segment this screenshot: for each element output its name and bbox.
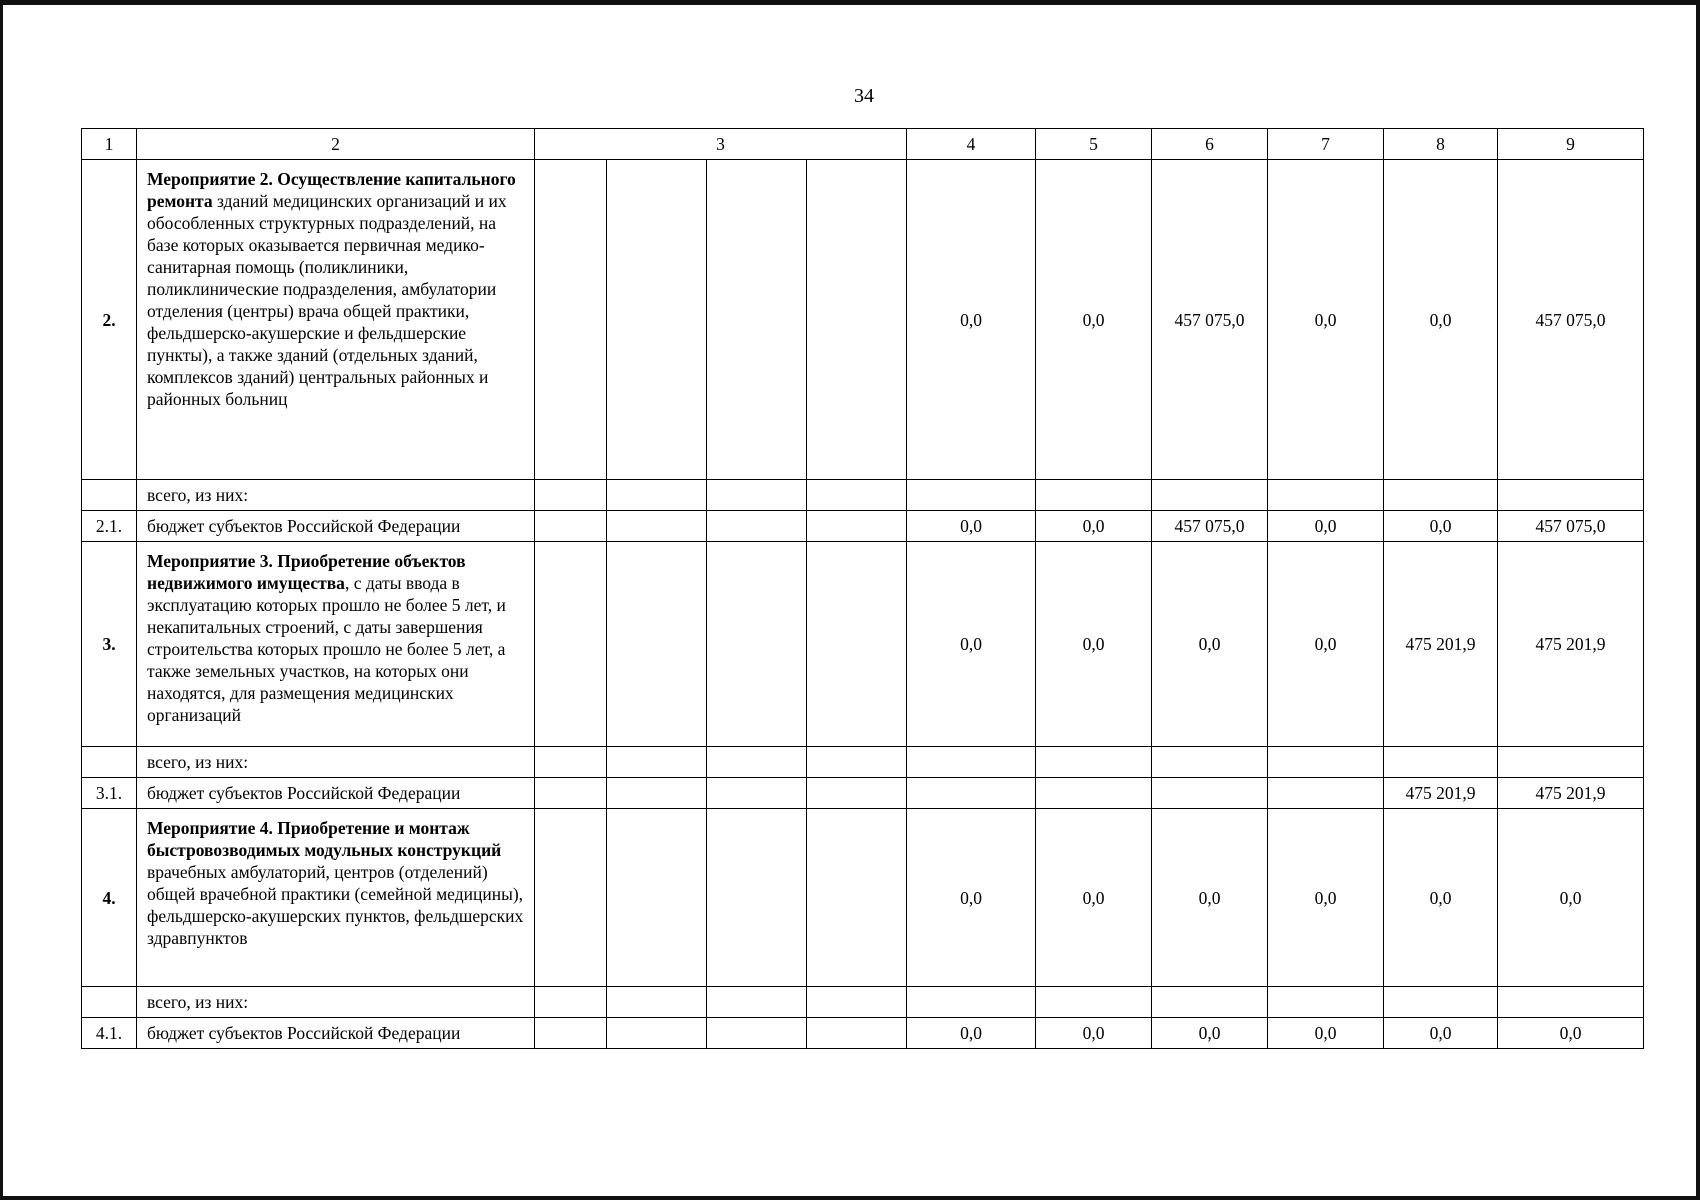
row-label: бюджет субъектов Российской Федерации bbox=[137, 511, 535, 542]
value-cell: 0,0 bbox=[1036, 542, 1152, 747]
empty-cell bbox=[607, 778, 707, 809]
row-label: бюджет субъектов Российской Федерации bbox=[137, 1018, 535, 1049]
value-cell: 0,0 bbox=[1498, 809, 1644, 987]
measure-description bbox=[137, 809, 535, 987]
empty-cell bbox=[607, 747, 707, 778]
table-row bbox=[82, 480, 1644, 511]
value-cell: 0,0 bbox=[907, 511, 1036, 542]
value-cell bbox=[1036, 747, 1152, 778]
empty-cell bbox=[607, 987, 707, 1018]
column-header-3: 3 bbox=[535, 129, 907, 160]
value-cell: 0,0 bbox=[1152, 1018, 1268, 1049]
value-cell bbox=[1498, 987, 1644, 1018]
empty-cell bbox=[807, 778, 907, 809]
empty-cell bbox=[707, 987, 807, 1018]
row-label: всего, из них: bbox=[137, 747, 535, 778]
value-cell bbox=[1384, 987, 1498, 1018]
page-number: 34 bbox=[854, 85, 874, 107]
empty-cell bbox=[807, 1018, 907, 1049]
value-cell: 0,0 bbox=[1268, 542, 1384, 747]
measure-title: Мероприятие 4. Приобретение и монтаж быстровозводимых модульных конструкций bbox=[147, 818, 502, 860]
column-header-7: 7 bbox=[1268, 129, 1384, 160]
value-cell: 475 201,9 bbox=[1384, 542, 1498, 747]
value-cell bbox=[1152, 480, 1268, 511]
measure-text: зданий медицинских организаций и их обособленных структурных подразделений, на базе которых оказывается первичная медико-санитарная помощь (поликлиники, поликлинические подразделения, амбулатории отделения (центры) врача общей практики, фельдшерско-акушерские и фельдшерские пункты), а также зданий (отдельных зданий, комплексов зданий) центральных районных и районных больниц bbox=[147, 191, 507, 409]
value-cell: 0,0 bbox=[907, 160, 1036, 480]
row-number bbox=[82, 747, 137, 778]
row-number bbox=[82, 987, 137, 1018]
measure-title: Мероприятие 2. Осуществление капитального ремонта bbox=[147, 169, 516, 211]
value-cell bbox=[907, 480, 1036, 511]
value-cell: 475 201,9 bbox=[1498, 778, 1644, 809]
value-cell: 0,0 bbox=[907, 1018, 1036, 1049]
budget-table bbox=[81, 128, 1644, 1049]
value-cell: 0,0 bbox=[1498, 1018, 1644, 1049]
row-label: всего, из них: bbox=[137, 480, 535, 511]
scan-border-left bbox=[0, 0, 3, 1200]
table-row bbox=[82, 778, 1644, 809]
value-cell bbox=[1152, 987, 1268, 1018]
value-cell bbox=[1384, 747, 1498, 778]
empty-cell bbox=[535, 809, 607, 987]
empty-cell bbox=[807, 747, 907, 778]
empty-cell bbox=[707, 511, 807, 542]
value-cell: 457 075,0 bbox=[1152, 511, 1268, 542]
value-cell bbox=[1268, 480, 1384, 511]
empty-cell bbox=[707, 778, 807, 809]
measure-text: , с даты ввода в эксплуатацию которых прошло не более 5 лет, и некапитальных строений, с даты завершения строительства которых прошло не более 5 лет, а также земельных участков, на которых они находятся, для размещения медицинских организаций bbox=[147, 573, 506, 725]
empty-cell bbox=[807, 542, 907, 747]
row-number: 2.1. bbox=[82, 511, 137, 542]
empty-cell bbox=[707, 480, 807, 511]
empty-cell bbox=[535, 747, 607, 778]
empty-cell bbox=[807, 809, 907, 987]
value-cell: 0,0 bbox=[1384, 511, 1498, 542]
row-number: 3. bbox=[82, 542, 137, 747]
table-row bbox=[82, 809, 1644, 987]
empty-cell bbox=[707, 542, 807, 747]
empty-cell bbox=[607, 160, 707, 480]
measure-text: врачебных амбулаторий, центров (отделений) общей врачебной практики (семейной медицины), фельдшерско-акушерских пунктов, фельдшерских здравпунктов bbox=[147, 862, 524, 948]
value-cell: 0,0 bbox=[1036, 809, 1152, 987]
value-cell bbox=[907, 778, 1036, 809]
value-cell bbox=[1152, 747, 1268, 778]
value-cell bbox=[1268, 747, 1384, 778]
value-cell: 0,0 bbox=[1036, 1018, 1152, 1049]
empty-cell bbox=[807, 480, 907, 511]
row-number: 4. bbox=[82, 809, 137, 987]
value-cell bbox=[1036, 480, 1152, 511]
empty-cell bbox=[535, 778, 607, 809]
row-number: 2. bbox=[82, 160, 137, 480]
value-cell bbox=[1498, 480, 1644, 511]
empty-cell bbox=[535, 1018, 607, 1049]
column-header-8: 8 bbox=[1384, 129, 1498, 160]
value-cell bbox=[1384, 480, 1498, 511]
scan-border-right bbox=[1696, 0, 1700, 1200]
empty-cell bbox=[707, 160, 807, 480]
row-label: бюджет субъектов Российской Федерации bbox=[137, 778, 535, 809]
value-cell: 0,0 bbox=[1268, 1018, 1384, 1049]
value-cell: 457 075,0 bbox=[1498, 160, 1644, 480]
measure-description bbox=[137, 160, 535, 480]
column-header-5: 5 bbox=[1036, 129, 1152, 160]
value-cell: 0,0 bbox=[1268, 160, 1384, 480]
value-cell: 0,0 bbox=[1384, 160, 1498, 480]
empty-cell bbox=[535, 480, 607, 511]
value-cell bbox=[907, 747, 1036, 778]
column-header-6: 6 bbox=[1152, 129, 1268, 160]
table-row bbox=[82, 987, 1644, 1018]
column-header-2: 2 bbox=[137, 129, 535, 160]
value-cell: 0,0 bbox=[1384, 809, 1498, 987]
table-row bbox=[82, 160, 1644, 480]
value-cell: 0,0 bbox=[1268, 809, 1384, 987]
row-number bbox=[82, 480, 137, 511]
measure-title: Мероприятие 3. Приобретение объектов недвижимого имущества bbox=[147, 551, 466, 593]
empty-cell bbox=[535, 987, 607, 1018]
measure-description bbox=[137, 542, 535, 747]
empty-cell bbox=[707, 1018, 807, 1049]
table-header-row bbox=[82, 129, 1644, 160]
value-cell bbox=[1036, 987, 1152, 1018]
row-label: всего, из них: bbox=[137, 987, 535, 1018]
scan-border-bottom bbox=[0, 1196, 1700, 1200]
value-cell: 475 201,9 bbox=[1498, 542, 1644, 747]
empty-cell bbox=[707, 747, 807, 778]
value-cell: 457 075,0 bbox=[1152, 160, 1268, 480]
value-cell: 0,0 bbox=[907, 809, 1036, 987]
empty-cell bbox=[807, 987, 907, 1018]
value-cell bbox=[1152, 778, 1268, 809]
empty-cell bbox=[807, 160, 907, 480]
row-number: 4.1. bbox=[82, 1018, 137, 1049]
value-cell: 0,0 bbox=[1036, 511, 1152, 542]
value-cell: 0,0 bbox=[1152, 809, 1268, 987]
empty-cell bbox=[607, 809, 707, 987]
value-cell: 0,0 bbox=[1384, 1018, 1498, 1049]
empty-cell bbox=[607, 480, 707, 511]
column-header-4: 4 bbox=[907, 129, 1036, 160]
empty-cell bbox=[535, 511, 607, 542]
empty-cell bbox=[607, 542, 707, 747]
empty-cell bbox=[535, 160, 607, 480]
value-cell bbox=[907, 987, 1036, 1018]
value-cell: 0,0 bbox=[1036, 160, 1152, 480]
value-cell: 457 075,0 bbox=[1498, 511, 1644, 542]
value-cell: 0,0 bbox=[1268, 511, 1384, 542]
empty-cell bbox=[607, 1018, 707, 1049]
empty-cell bbox=[807, 511, 907, 542]
row-number: 3.1. bbox=[82, 778, 137, 809]
value-cell bbox=[1268, 778, 1384, 809]
table-row bbox=[82, 747, 1644, 778]
column-header-1: 1 bbox=[82, 129, 137, 160]
value-cell: 0,0 bbox=[907, 542, 1036, 747]
table-row bbox=[82, 542, 1644, 747]
empty-cell bbox=[707, 809, 807, 987]
value-cell bbox=[1036, 778, 1152, 809]
value-cell: 475 201,9 bbox=[1384, 778, 1498, 809]
scan-border-top bbox=[0, 0, 1700, 5]
column-header-9: 9 bbox=[1498, 129, 1644, 160]
empty-cell bbox=[535, 542, 607, 747]
value-cell: 0,0 bbox=[1152, 542, 1268, 747]
table-row bbox=[82, 511, 1644, 542]
empty-cell bbox=[607, 511, 707, 542]
value-cell bbox=[1498, 747, 1644, 778]
value-cell bbox=[1268, 987, 1384, 1018]
table-row bbox=[82, 1018, 1644, 1049]
